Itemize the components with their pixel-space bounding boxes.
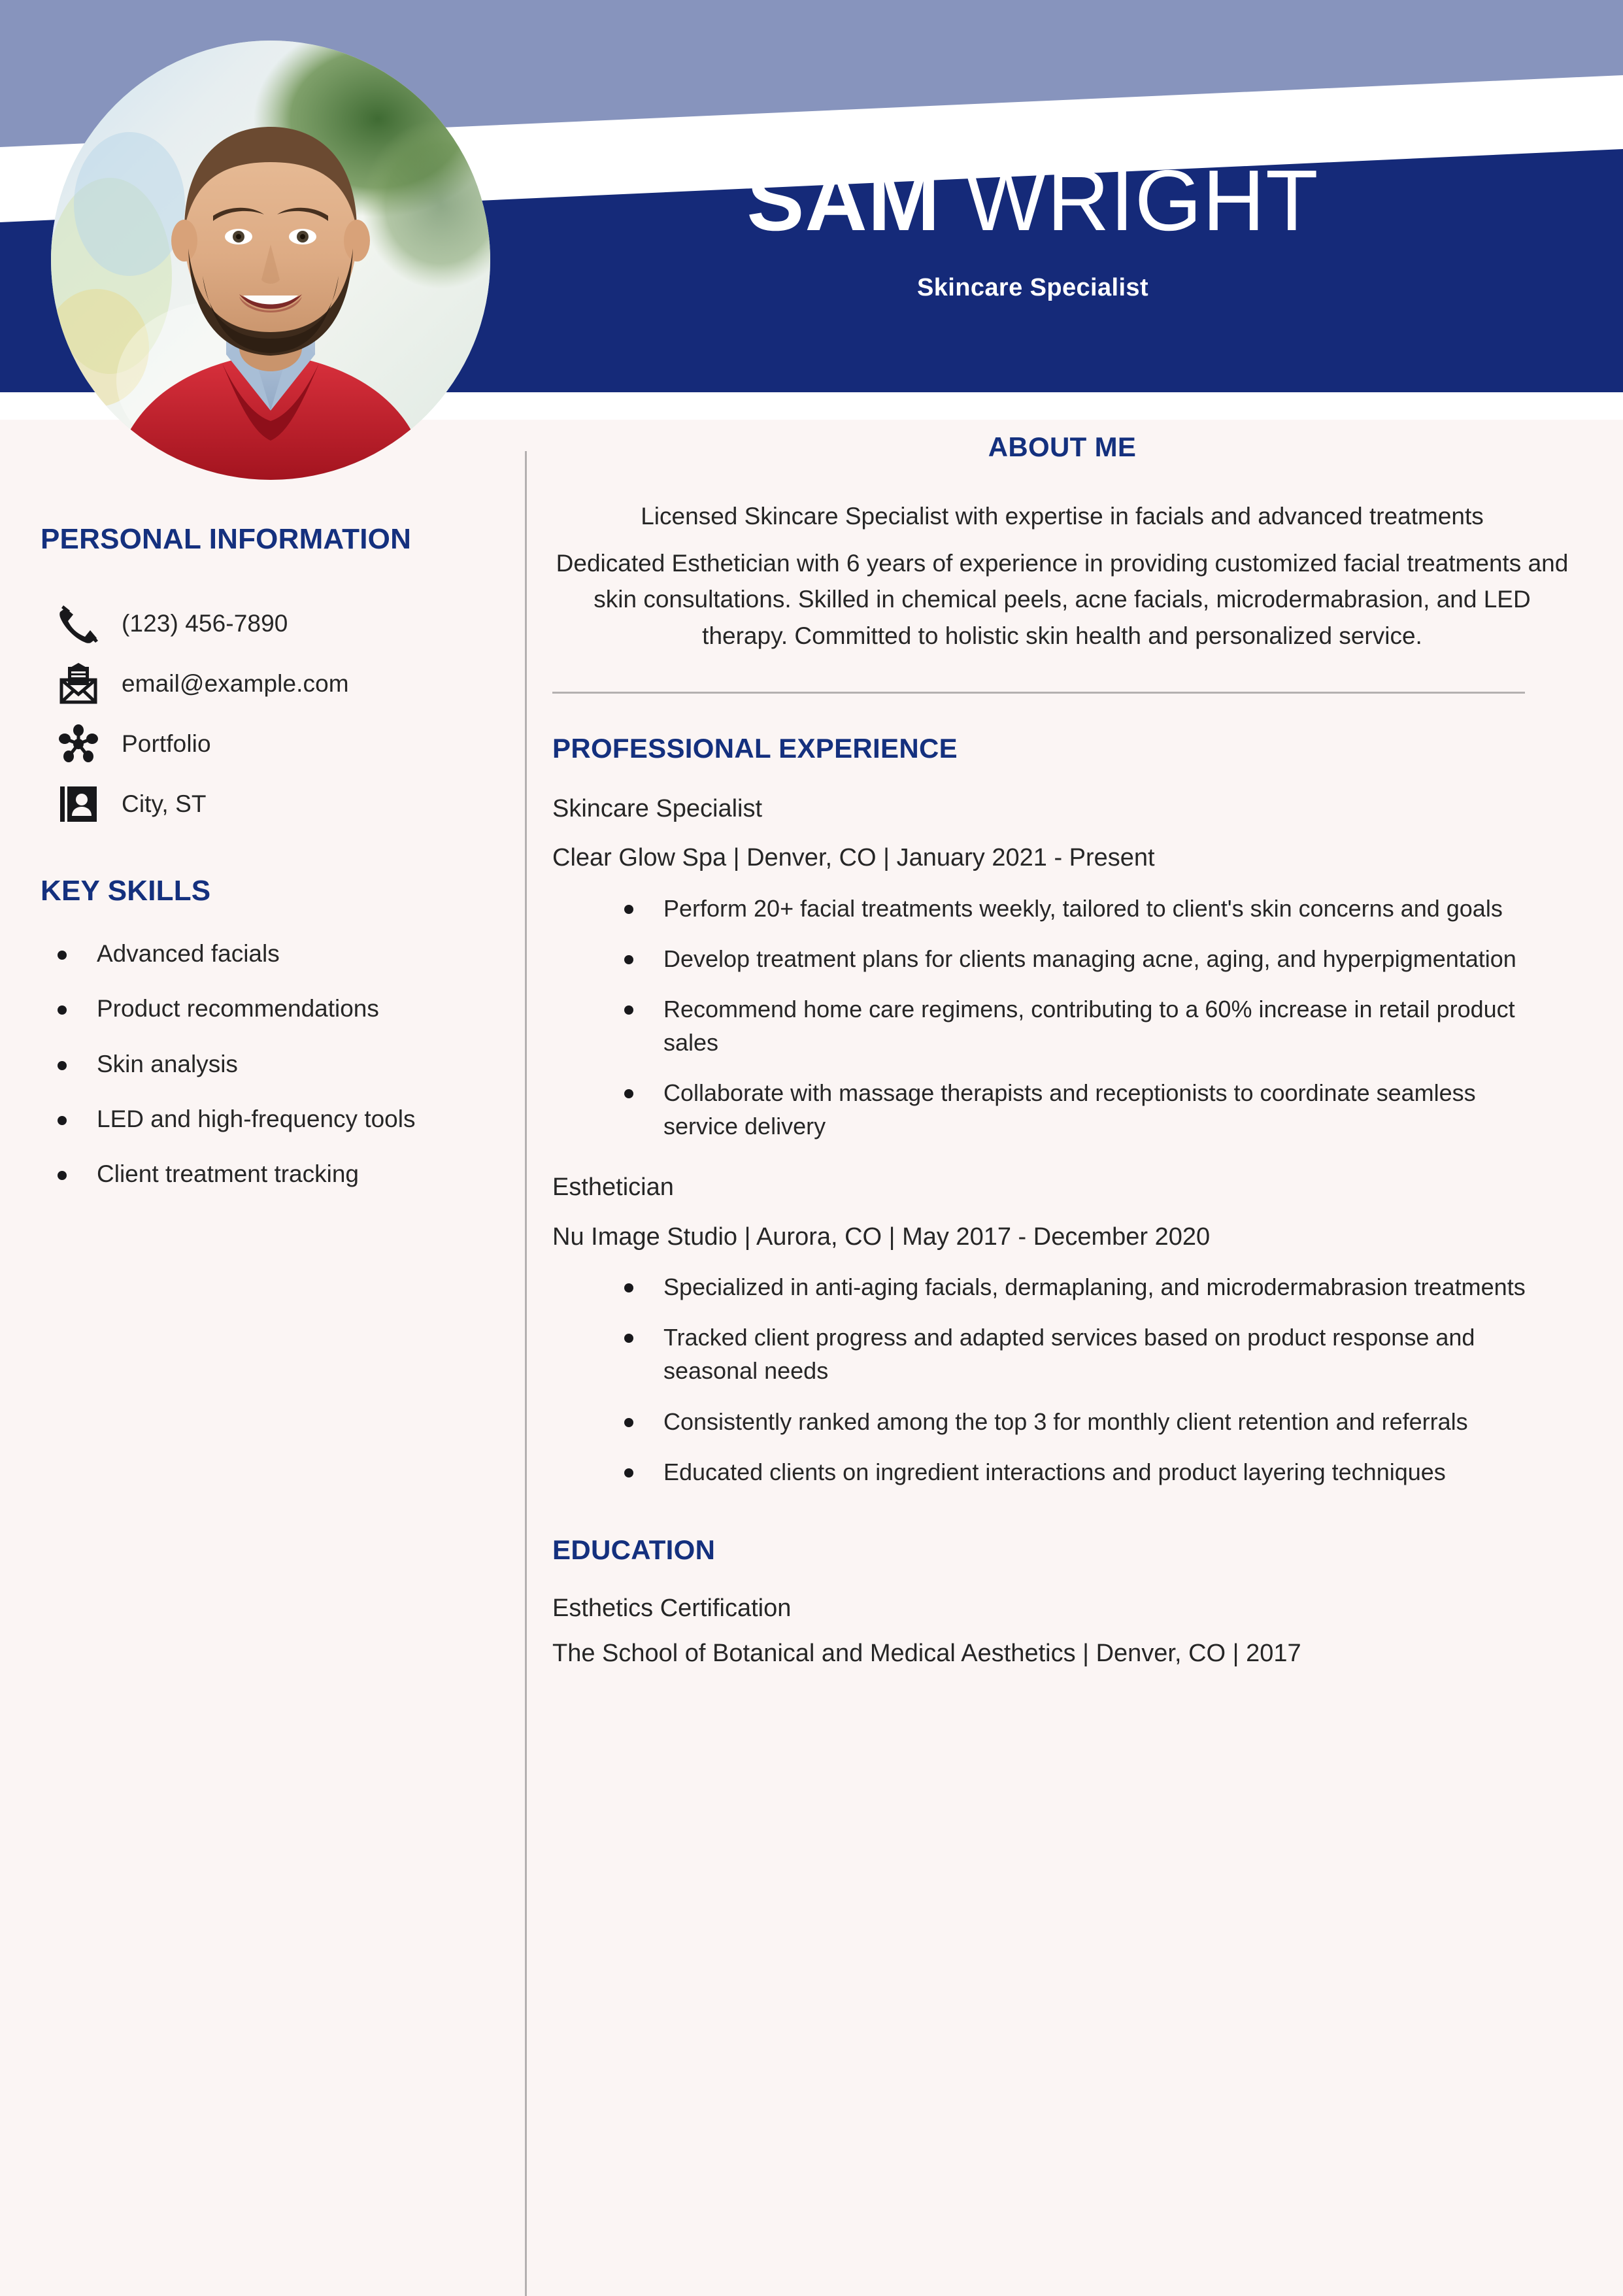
network-icon bbox=[58, 723, 107, 765]
bullet-text: Perform 20+ facial treatments weekly, tailored to client's skin concerns and goals bbox=[663, 894, 1503, 922]
sidebar bbox=[0, 523, 516, 1214]
bullet-dot-icon bbox=[624, 1418, 633, 1427]
bullet-dot-icon bbox=[624, 1468, 633, 1477]
job-role: Esthetician bbox=[552, 1173, 674, 1202]
education-degree: Esthetics Certification bbox=[552, 1594, 792, 1622]
phone-number: (123) 456-7890 bbox=[122, 610, 288, 637]
list-item bbox=[58, 994, 516, 1024]
skill-label: Advanced facials bbox=[97, 940, 280, 967]
bullet-text: Educated clients on ingredient interactions and product layering techniques bbox=[663, 1458, 1446, 1485]
bullet-dot-icon bbox=[624, 1005, 633, 1015]
experience-entry bbox=[552, 793, 1572, 1143]
main-content bbox=[552, 431, 1572, 1668]
bullet-dot-icon bbox=[58, 1116, 67, 1125]
about-section-divider bbox=[552, 692, 1525, 694]
list-item bbox=[624, 892, 1572, 925]
contact-item-phone[interactable] bbox=[58, 594, 516, 654]
skill-label: LED and high-frequency tools bbox=[97, 1105, 416, 1132]
key-skills-list bbox=[0, 939, 516, 1189]
avatar bbox=[51, 41, 490, 480]
about-me-block bbox=[552, 498, 1572, 654]
bullet-dot-icon bbox=[624, 1334, 633, 1343]
first-name: SAM bbox=[746, 152, 941, 248]
envelope-icon bbox=[58, 663, 107, 705]
bullet-dot-icon bbox=[58, 1061, 67, 1070]
education-school: The School of Botanical and Medical Aesthetics | Denver, CO | 2017 bbox=[552, 1639, 1301, 1667]
list-item bbox=[624, 1321, 1572, 1387]
list-item bbox=[624, 1455, 1572, 1489]
list-item bbox=[624, 1405, 1572, 1438]
section-heading-personal-information: PERSONAL INFORMATION bbox=[41, 523, 412, 555]
bullet-dot-icon bbox=[624, 955, 633, 964]
contact-item-location[interactable] bbox=[58, 774, 516, 834]
list-item bbox=[624, 1076, 1572, 1143]
skill-label: Skin analysis bbox=[97, 1050, 238, 1077]
skill-label: Client treatment tracking bbox=[97, 1160, 360, 1187]
job-bullet-list bbox=[552, 892, 1572, 1143]
last-name: WRIGHT bbox=[965, 152, 1319, 248]
contact-list bbox=[0, 594, 516, 834]
bullet-dot-icon bbox=[624, 1283, 633, 1292]
bullet-dot-icon bbox=[624, 1089, 633, 1098]
job-meta: Clear Glow Spa | Denver, CO | January 2021 - Present bbox=[552, 844, 1155, 872]
contact-card-icon bbox=[58, 783, 107, 825]
bullet-text: Tracked client progress and adapted services based on product response and seasonal needs bbox=[663, 1324, 1475, 1385]
experience-entry bbox=[552, 1172, 1572, 1488]
list-item bbox=[624, 992, 1572, 1059]
list-item bbox=[58, 1049, 516, 1079]
about-summary: Licensed Skincare Specialist with expertise in facials and advanced treatments bbox=[641, 503, 1484, 530]
job-bullet-list bbox=[552, 1270, 1572, 1489]
column-divider bbox=[525, 451, 527, 2296]
list-item bbox=[58, 939, 516, 969]
section-heading-education: EDUCATION bbox=[552, 1534, 716, 1565]
bullet-dot-icon bbox=[58, 1005, 67, 1015]
portfolio-label: Portfolio bbox=[122, 730, 211, 757]
location-text: City, ST bbox=[122, 790, 207, 817]
bullet-text: Develop treatment plans for clients managing acne, aging, and hyperpigmentation bbox=[663, 945, 1516, 972]
bullet-dot-icon bbox=[624, 905, 633, 914]
about-body-text: Dedicated Esthetician with 6 years of experience in providing customized facial treatments and skin consultations. Skilled in chemical peels, acne facials, microdermabrasion, and LED therapy. Committed to holistic skin health and personalized service. bbox=[556, 549, 1569, 649]
job-role: Skincare Specialist bbox=[552, 795, 763, 822]
contact-item-portfolio[interactable] bbox=[58, 714, 516, 774]
bullet-text: Collaborate with massage therapists and receptionists to coordinate seamless service delivery bbox=[663, 1079, 1476, 1140]
bullet-text: Specialized in anti-aging facials, dermaplaning, and microdermabrasion treatments bbox=[663, 1274, 1526, 1301]
page-title bbox=[523, 152, 1543, 248]
portrait-photo-icon bbox=[51, 41, 490, 480]
bullet-text: Recommend home care regimens, contributing to a 60% increase in retail product sales bbox=[663, 996, 1515, 1056]
list-item bbox=[58, 1104, 516, 1134]
list-item bbox=[624, 942, 1572, 975]
job-meta: Nu Image Studio | Aurora, CO | May 2017 - December 2020 bbox=[552, 1223, 1211, 1251]
skill-label: Product recommendations bbox=[97, 995, 379, 1022]
section-heading-key-skills: KEY SKILLS bbox=[41, 875, 211, 907]
list-item bbox=[624, 1270, 1572, 1304]
section-heading-about-me: ABOUT ME bbox=[988, 431, 1137, 462]
bullet-dot-icon bbox=[58, 1171, 67, 1180]
email-address: email@example.com bbox=[122, 670, 349, 697]
section-heading-professional-experience: PROFESSIONAL EXPERIENCE bbox=[552, 733, 958, 764]
job-title: Skincare Specialist bbox=[916, 273, 1149, 301]
bullet-text: Consistently ranked among the top 3 for monthly client retention and referrals bbox=[663, 1408, 1468, 1435]
name-block bbox=[523, 152, 1543, 302]
phone-icon bbox=[58, 603, 107, 645]
contact-item-email[interactable] bbox=[58, 654, 516, 714]
bullet-dot-icon bbox=[58, 951, 67, 960]
list-item bbox=[58, 1159, 516, 1189]
